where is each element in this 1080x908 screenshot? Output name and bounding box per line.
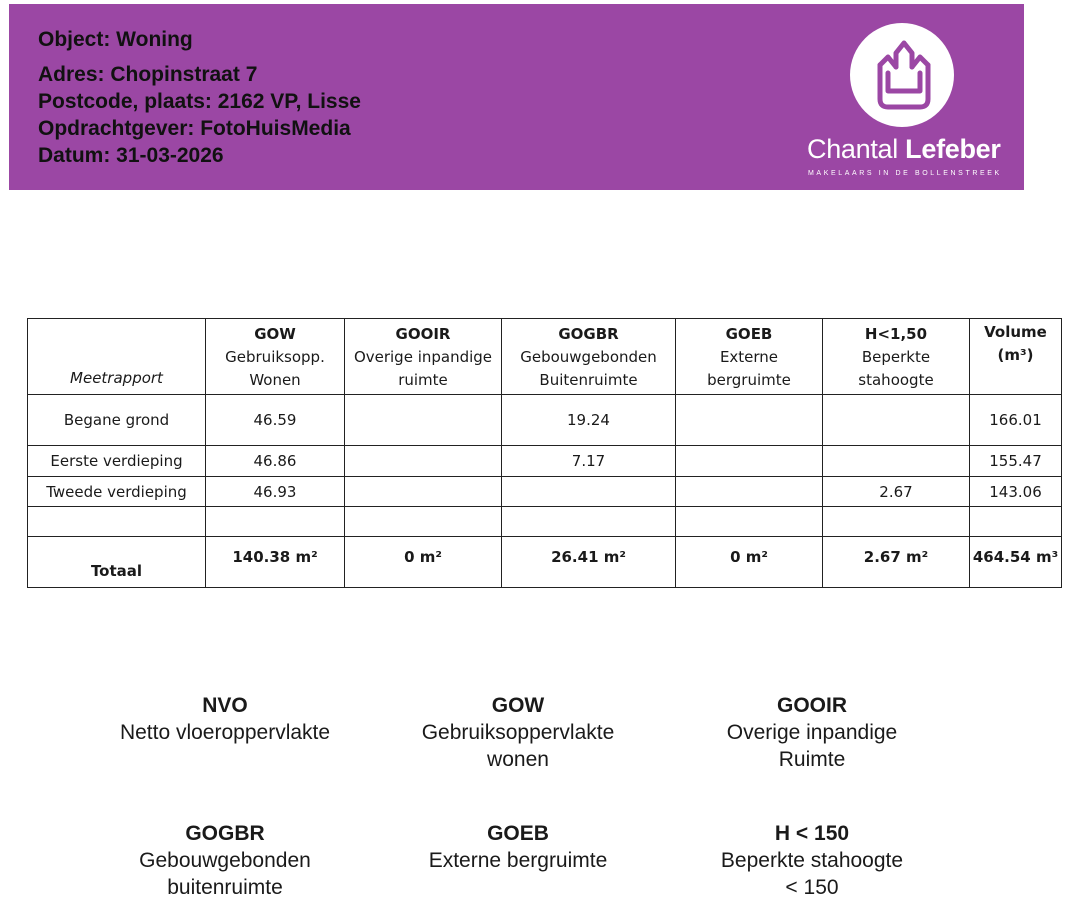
column-desc: Beperkte <box>861 348 931 366</box>
column-desc: Wonen <box>249 371 301 389</box>
column-desc: Externe <box>719 348 779 366</box>
legend-desc: < 150 <box>785 876 839 899</box>
legend-code: GOOIR <box>776 694 847 717</box>
table-cell: 2.67 <box>823 477 970 507</box>
total-cell: 26.41 m² <box>502 537 676 588</box>
total-cell: 0 m² <box>345 537 502 588</box>
date-line: Datum: 31-03-2026 <box>38 144 224 167</box>
legend-item-gow <box>368 692 668 773</box>
table-row <box>28 507 1062 537</box>
table-cell: 19.24 <box>502 395 676 446</box>
total-cell: 0 m² <box>676 537 823 588</box>
column-desc: Gebouwgebonden <box>520 348 657 366</box>
company-logo <box>787 20 1017 185</box>
column-desc: Gebruiksopp. <box>225 348 325 366</box>
column-header <box>502 319 676 395</box>
legend-code: NVO <box>202 694 248 717</box>
column-header <box>206 319 345 395</box>
column-header <box>345 319 502 395</box>
corner-label: Meetrapport <box>70 369 163 387</box>
column-desc: stahoogte <box>858 371 934 389</box>
table-row <box>28 446 1062 477</box>
table-cell: 46.93 <box>206 477 345 507</box>
legend-desc: Overige inpandige <box>726 721 898 744</box>
legend-desc: Gebouwgebonden <box>139 849 311 872</box>
table-cell <box>502 477 676 507</box>
column-code: GOGBR <box>558 325 619 343</box>
column-desc: bergruimte <box>707 371 791 389</box>
table-cell <box>345 446 502 477</box>
total-label: Totaal <box>28 537 206 588</box>
column-header <box>676 319 823 395</box>
table-cell <box>345 507 502 537</box>
table-cell <box>676 507 823 537</box>
legend-desc: Gebruiksoppervlakte <box>421 721 615 744</box>
column-desc: Overige inpandige <box>353 348 493 366</box>
address-line: Adres: Chopinstraat 7 <box>38 63 258 86</box>
legend-desc: Netto vloeroppervlakte <box>119 721 331 744</box>
legend-item-goeb <box>368 820 668 874</box>
column-code: GOW <box>254 325 296 343</box>
legend-code: GOW <box>491 694 545 717</box>
legend-item-nvo <box>75 692 375 746</box>
table-cell <box>823 507 970 537</box>
table-cell <box>970 507 1062 537</box>
legend-item-h150 <box>662 820 962 901</box>
table-cell <box>345 477 502 507</box>
column-desc: Buitenruimte <box>539 371 638 389</box>
legend-code: GOEB <box>487 822 549 845</box>
legend-desc: Beperkte stahoogte <box>720 849 904 872</box>
column-desc: ruimte <box>398 371 448 389</box>
column-code: Volume <box>984 323 1047 341</box>
measurement-table <box>27 318 1062 588</box>
legend-desc: Externe bergruimte <box>428 849 608 872</box>
client-line: Opdrachtgever: FotoHuisMedia <box>38 117 351 140</box>
table-cell <box>676 477 823 507</box>
table-cell <box>345 395 502 446</box>
total-cell: 140.38 m² <box>206 537 345 588</box>
table-cell <box>502 507 676 537</box>
column-code: GOEB <box>725 325 773 343</box>
total-cell: 464.54 m³ <box>970 537 1062 588</box>
row-label: Begane grond <box>28 395 206 446</box>
table-cell: 46.86 <box>206 446 345 477</box>
corner-header <box>28 319 206 395</box>
legend-desc: Ruimte <box>778 748 846 771</box>
legend-desc: buitenruimte <box>167 876 283 899</box>
table-cell: 143.06 <box>970 477 1062 507</box>
company-tagline: MAKELAARS IN DE BOLLENSTREEK <box>808 170 1002 177</box>
postcode-line: Postcode, plaats: 2162 VP, Lisse <box>38 90 361 113</box>
table-cell <box>823 395 970 446</box>
total-cell: 2.67 m² <box>823 537 970 588</box>
total-row <box>28 537 1062 588</box>
table-cell <box>823 446 970 477</box>
table-row <box>28 395 1062 446</box>
legend-code: H < 150 <box>774 822 850 845</box>
company-first-name: Chantal <box>807 134 898 164</box>
row-label: Eerste verdieping <box>28 446 206 477</box>
column-code: GOOIR <box>395 325 451 343</box>
table-cell <box>206 507 345 537</box>
table-cell: 7.17 <box>502 446 676 477</box>
column-desc: (m³) <box>997 346 1034 364</box>
table-row <box>28 477 1062 507</box>
row-label <box>28 507 206 537</box>
company-last-name: Lefeber <box>905 134 1001 164</box>
legend-desc: wonen <box>487 748 549 771</box>
column-header <box>970 319 1062 395</box>
legend-item-gogbr <box>75 820 375 901</box>
table-header-row <box>28 319 1062 395</box>
property-info <box>38 26 361 169</box>
table-cell: 46.59 <box>206 395 345 446</box>
tulip-house-icon <box>850 23 954 127</box>
column-header <box>823 319 970 395</box>
table-cell: 166.01 <box>970 395 1062 446</box>
company-name <box>807 134 1002 165</box>
table-cell <box>676 446 823 477</box>
object-line: Object: Woning <box>38 28 193 51</box>
legend-code: GOGBR <box>185 822 265 845</box>
table-cell <box>676 395 823 446</box>
column-code: H<1,50 <box>864 325 928 343</box>
row-label: Tweede verdieping <box>28 477 206 507</box>
table-cell: 155.47 <box>970 446 1062 477</box>
header-banner <box>9 4 1024 190</box>
legend-item-gooir <box>662 692 962 773</box>
